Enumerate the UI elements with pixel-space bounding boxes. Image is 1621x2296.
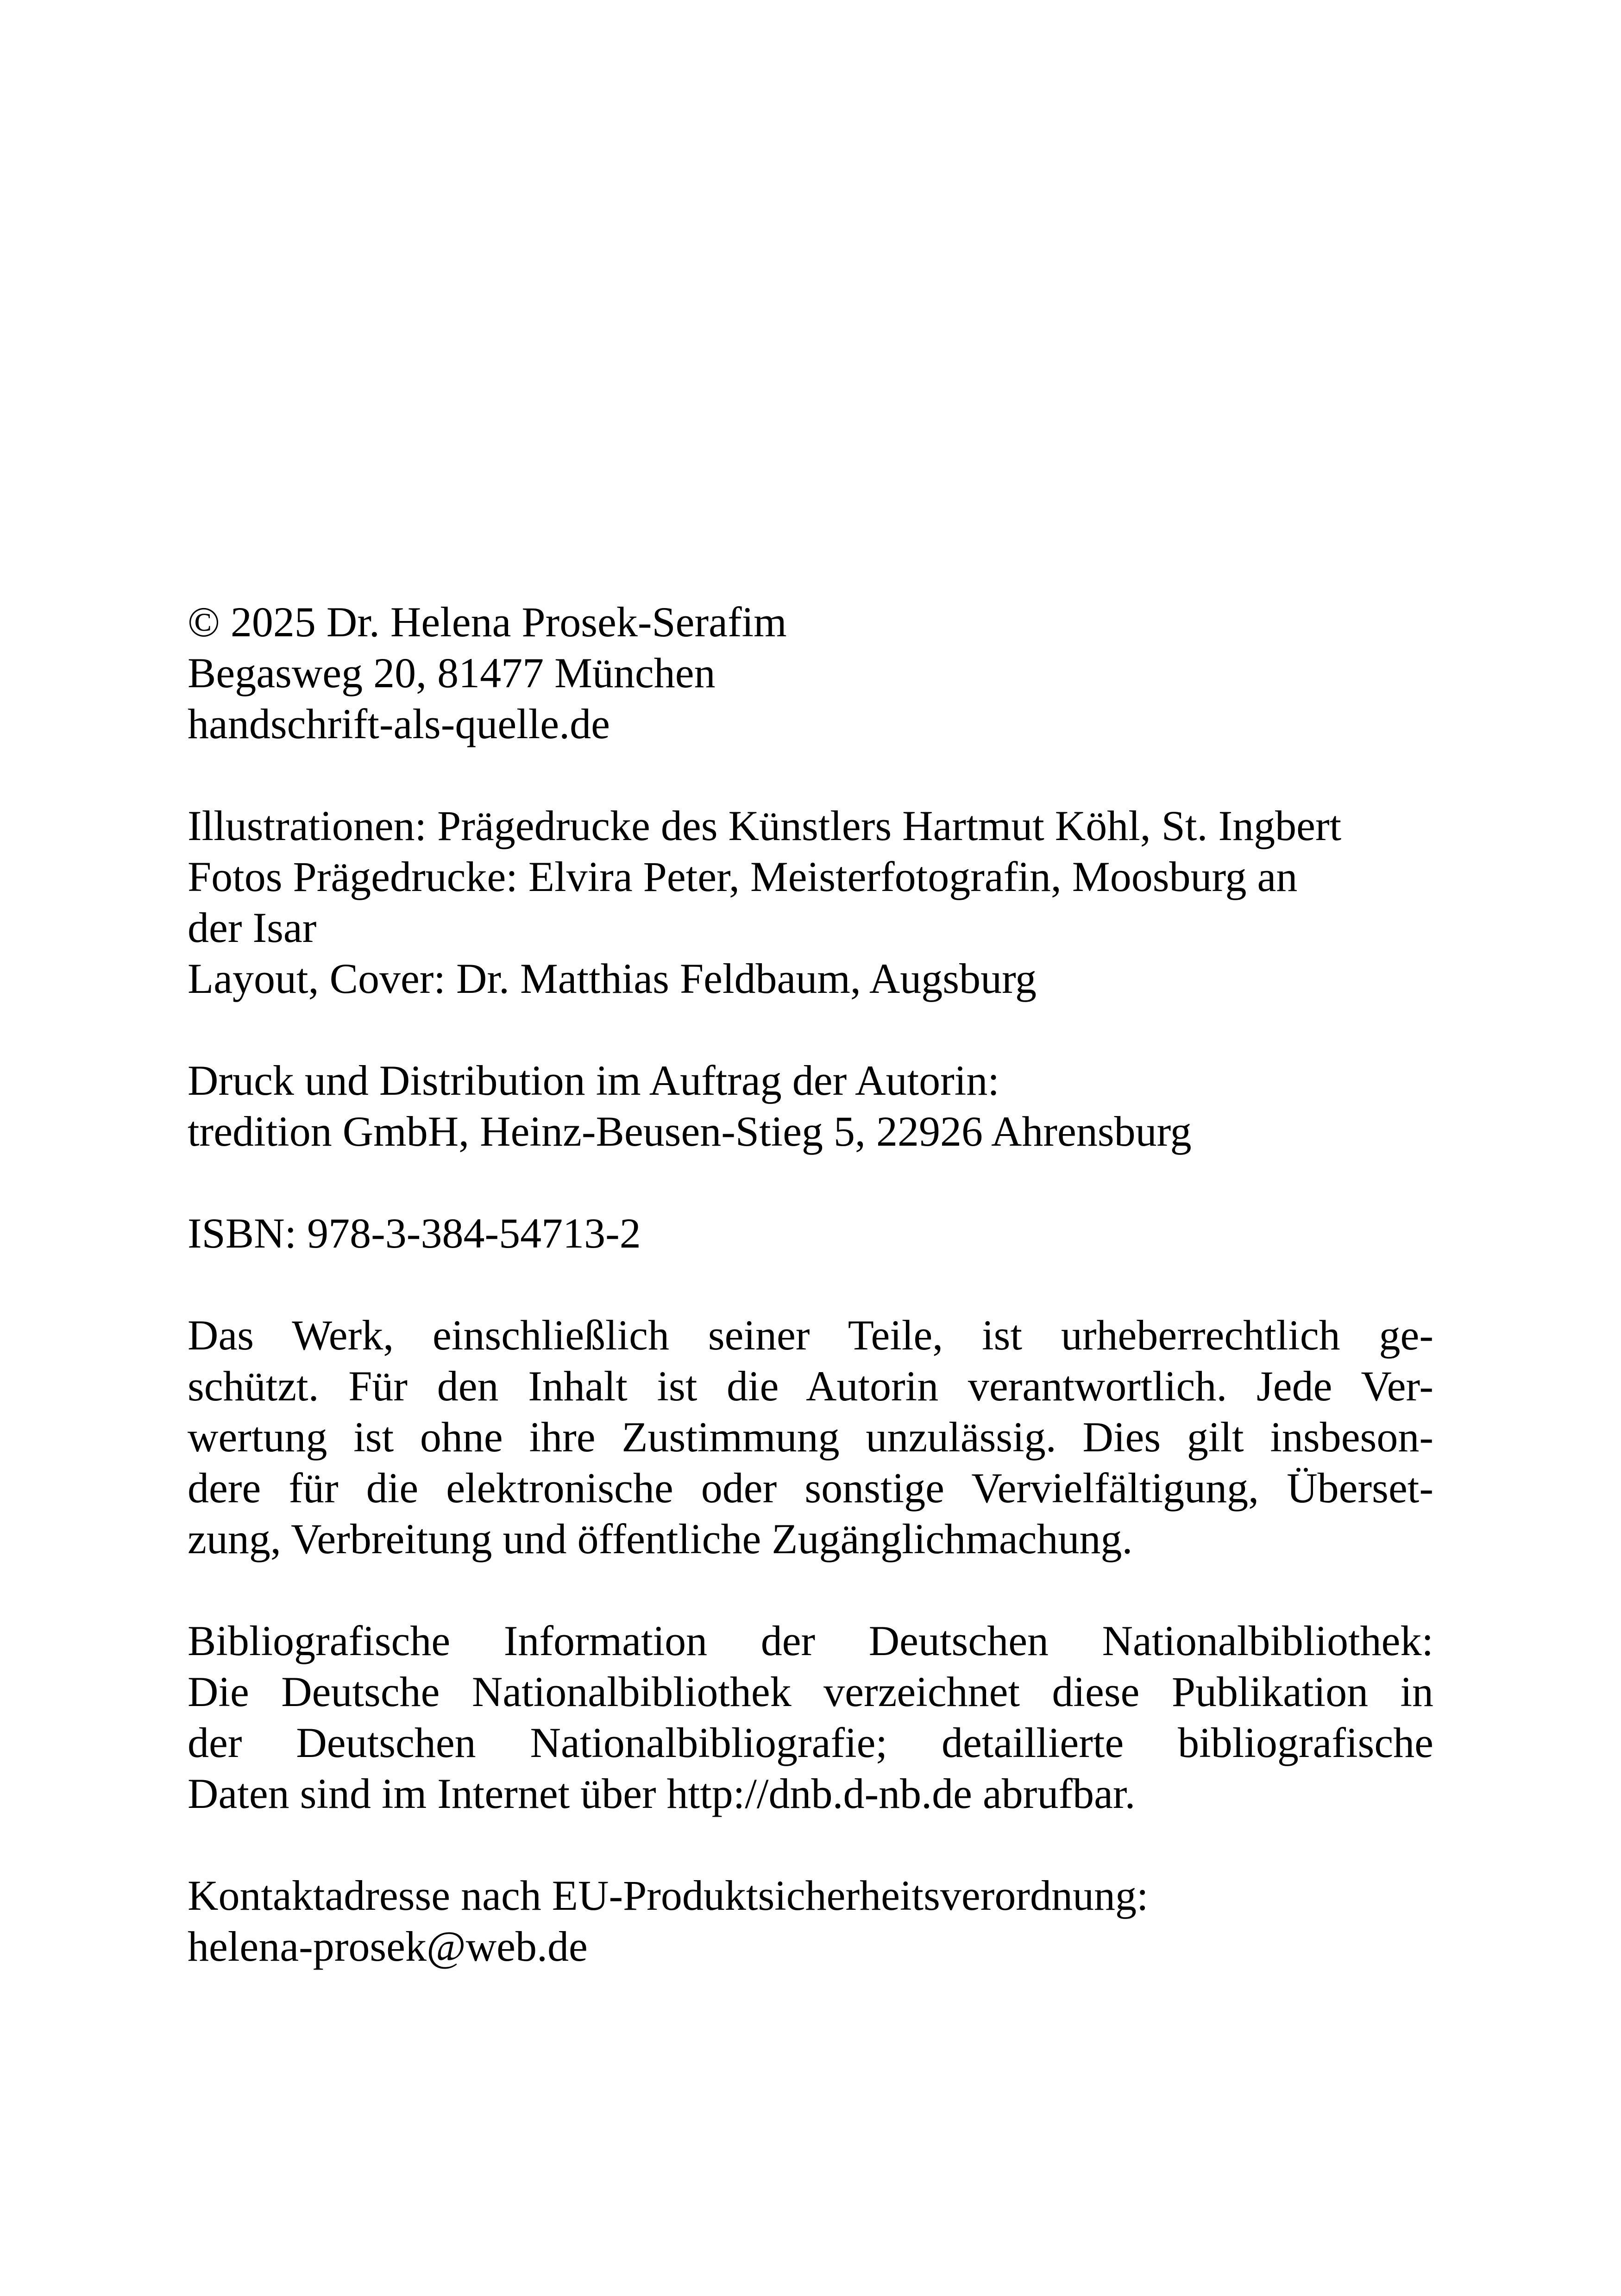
rights-paragraph — [188, 1310, 1433, 1564]
distribution-paragraph — [188, 1055, 1433, 1157]
publisher-address: tredition GmbH, Heinz-Beusen-Stieg 5, 22926 Ahrensburg — [188, 1108, 1192, 1155]
photos-credit-continued: der Isar — [188, 904, 317, 951]
bibliography-paragraph — [188, 1615, 1433, 1819]
rights-line: zung, Verbreitung und öffentliche Zugänglichmachung. — [188, 1515, 1133, 1562]
rights-line: dere für die elektronische oder sonstige Vervielfältigung, Überset- — [188, 1464, 1433, 1512]
rights-line: Das Werk, einschließlich seiner Teile, ist urheberrechtlich ge- — [188, 1311, 1433, 1359]
isbn-line: ISBN: 978-3-384-54713-2 — [188, 1210, 641, 1257]
address-line: Begasweg 20, 81477 München — [188, 649, 716, 696]
contact-paragraph — [188, 1870, 1433, 1972]
copyright-paragraph — [188, 596, 1433, 749]
rights-line: schützt. Für den Inhalt ist die Autorin verantwortlich. Jede Ver- — [188, 1362, 1433, 1410]
isbn-paragraph — [188, 1208, 1433, 1259]
copyright-line: © 2025 Dr. Helena Prosek-Serafim — [188, 598, 787, 646]
contact-heading: Kontaktadresse nach EU-Produktsicherheitsverordnung: — [188, 1872, 1149, 1919]
illustrations-credit: Illustrationen: Prägedrucke des Künstlers Hartmut Köhl, St. Ingbert — [188, 802, 1342, 849]
website-line: handschrift-als-quelle.de — [188, 700, 610, 747]
bibliography-line: Die Deutsche Nationalbibliothek verzeichnet diese Publikation in — [188, 1668, 1433, 1715]
bibliography-line: der Deutschen Nationalbibliografie; detaillierte bibliografische — [188, 1719, 1433, 1766]
contact-email: helena-prosek@web.de — [188, 1923, 588, 1970]
distribution-heading: Druck und Distribution im Auftrag der Autorin: — [188, 1057, 999, 1104]
bibliography-line: Daten sind im Internet über http://dnb.d-nb.de abrufbar. — [188, 1770, 1136, 1817]
credits-paragraph — [188, 800, 1433, 1004]
bibliography-line: Bibliografische Information der Deutschen Nationalbibliothek: — [188, 1617, 1433, 1664]
layout-credit: Layout, Cover: Dr. Matthias Feldbaum, Augsburg — [188, 955, 1037, 1002]
photos-credit: Fotos Prägedrucke: Elvira Peter, Meisterfotografin, Moosburg an — [188, 853, 1298, 900]
imprint-text-block — [188, 596, 1433, 1972]
rights-line: wertung ist ohne ihre Zustimmung unzulässig. Dies gilt insbeson- — [188, 1413, 1433, 1461]
